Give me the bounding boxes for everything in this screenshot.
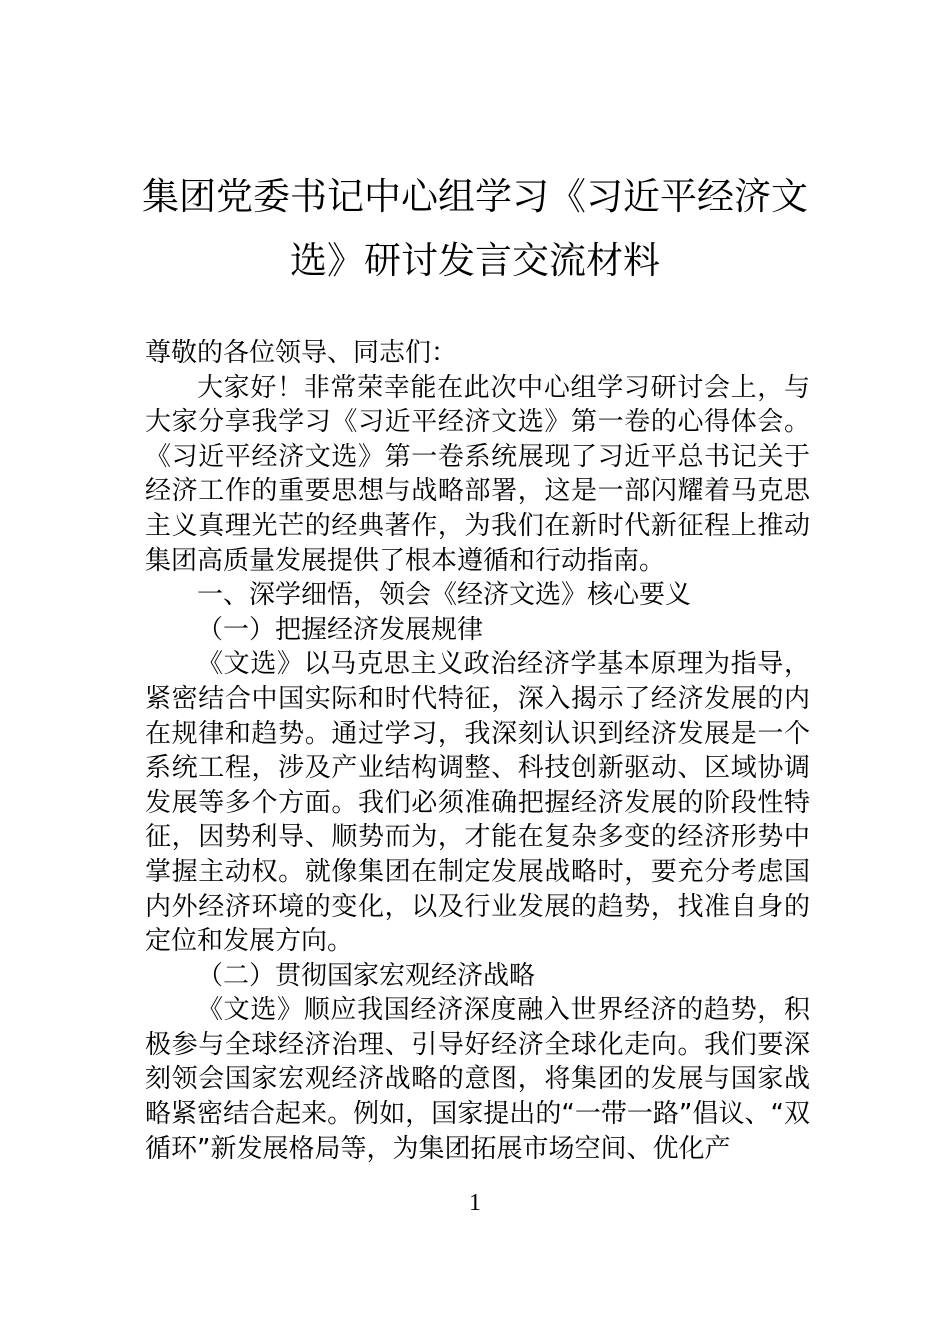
salutation: 尊敬的各位领导、同志们： [145, 338, 458, 368]
subsection-1-paragraph: 《文选》以马克思主义政治经济学基本原理为指导，紧密结合中国实际和时代特征，深入揭示了经济发展的内在规律和趋势。通过学习，我深刻认识到经济发展是一个系统工程，涉及产业结构调整、科技创新驱动、区域协调发展等多个方面。我们必须准确把握经济发展的阶段性特征，因势利导、顺势而为，才能在复杂多变的经济形势中掌握主动权。就像集团在制定发展战略时，要充分考虑国内外经济环境的变化，以及行业发展的趋势，找准自身的定位和发展方向。 [145, 649, 810, 957]
title-line-2: 选》研讨发言交流材料 [290, 239, 660, 282]
intro-paragraph: 大家好！非常荣幸能在此次中心组学习研讨会上，与大家分享我学习《习近平经济文选》第一卷的心得体会。《习近平经济文选》第一卷系统展现了习近平总书记关于经济工作的重要思想与战略部署，这是一部闪耀着马克思主义真理光芒的经典著作，为我们在新时代新征程上推动集团高质量发展提供了根本遵循和行动指南。 [145, 372, 810, 576]
page-number: 1 [469, 1190, 481, 1216]
title-line-1: 集团党委书记中心组学习《习近平经济文 [142, 175, 808, 218]
subsection-heading-2: （二）贯彻国家宏观经济战略 [197, 960, 536, 991]
section-heading-1: 一、深学细悟，领会《经济文选》核心要义 [197, 580, 692, 611]
subsection-2-paragraph: 《文选》顺应我国经济深度融入世界经济的趋势，积极参与全球经济治理、引导好经济全球化走向。我们要深刻领会国家宏观经济战略的意图，将集团的发展与国家战略紧密结合起来。例如，国家提出的“一带一路”倡议、“双循环”新发展格局等，为集团拓展市场空间、优化产 [145, 995, 810, 1164]
subsection-heading-1: （一）把握经济发展规律 [197, 614, 484, 645]
document-title [130, 165, 820, 293]
document-body [145, 336, 810, 1166]
